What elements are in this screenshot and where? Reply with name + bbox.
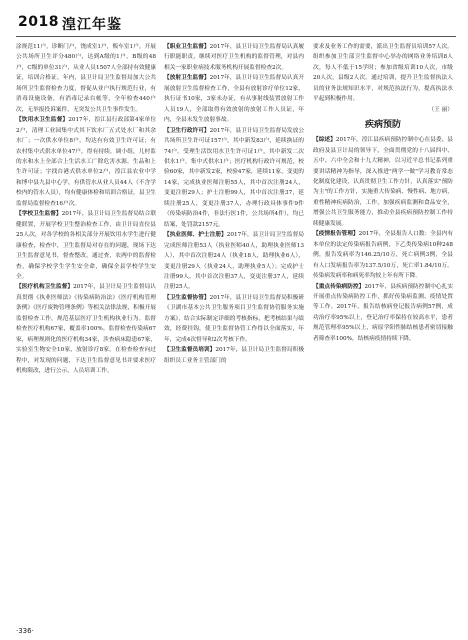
paragraph: 【饮用水卫生监督】2017年，湟江县行政部第4家单位2户，清理工业园集中式其下饮水厂五式处水厂和其余水厂；一次供水单位8户，均达有有效卫生许可证；有农村集中式供水单位47户，得有持续。调小组，儿村监的水和水上全部合上生活水工广除危害水源。生品和上生许可证；字找台港式供水单位2户，湟江县农业中学和博中县九县中心学，有供管水从业人员44人（不含学校内的管水人员），均有健康体检和培训合格证。县卫生监督局监督检查16户次。 [16,117,156,207]
yearbook-year: 2018 [18,14,59,30]
page-number: ·336· [16,627,34,635]
paragraph: 【重点传染病防控】2017年，县疾病预防控制中心扎实开展重点传染病防控工作，抓好传染病监测、疫情处置等工作。2017年，报告结核病登记报告病例57例，成功治疗率95%以上，登记治疗率保持在较高水平，患者规范管理率95%以上，病原学阳性肺结核患者密切接触者筛查率100%，结核病疫情持续下降。 [313,283,453,342]
section-heading: 【学校卫生监督】 [16,211,62,218]
section-heading: 【卫生监督员培训】 [164,347,216,354]
paragraph: 【综述】2017年，湟江县疾病预防控制中心在县委、县政府及县卫计局的领导下，全面贯彻党的十八届四中、五中、六中全会和十九大精神，以习近平总书记系列重要讲话精神为指导，深入推进"两学一做"学习教育常态化制度化建设，认真贯彻卫生工作方针，认真落实"预防为主"的工作方针，实施重大传染病、慢性病、地方病，重性精神疾病防治，工作，加强疾病监测和食品安全，增强公共卫生服务能力，推动全县疾病预防控制工作持续健康发展。 [313,137,453,227]
section-heading: 【卫生监督协管】 [164,294,210,301]
yearbook-title: 湟江年鉴 [62,17,122,33]
section-heading: 【疫情报告管理】 [313,231,359,238]
paragraph: 【放射卫生监督】2017年，县卫计局卫生监督局认真开展放射卫生监督检查工作，全县有放射诊疗单位12家，执行证书10家，3家未办证，有从事射线装置放射工作人员19人，全部取得有效放射的放射工作人员证，年内，全县未发生放射事故。 [164,75,304,124]
header-divider [16,36,456,37]
section-title: 疾病预防 [364,120,401,131]
text-column-1 [16,42,156,622]
section-heading: 【执业医师、护士注册】 [164,232,227,239]
paragraph: 【医疗机构卫生监督】2017年，县卫计局卫生监督局认真贯彻《执业医师法》《传染病防治法》《医疗机构管理条例》《医疗废物管理条例》等相关法律法规，积极开展监督检查工作，规范基层医疗卫生机构执业行为。监督检查医疗机构67家，覆盖率100%。监督检查传染病67家，病理规则化的医疗机构34家，涉查病床隐患67家，实验室生物安全10家，放射诊疗8家。在检查检查向过程中，对发现的问题，下达卫生监督意见书并要求医疗机构限改，进行公示，人员培训工作。 [16,284,156,375]
paragraph: 要求及业务工作的需要，派出卫生监督员培训57人次。组织参加卫生部卫生监督中心举办的网络业务培训8人次，每人不低于15学时；参加省级培训10人次，市级20人次，县级2人次。通过培训，提升卫生监督执法人员的业务法规知识水平，对规范执法行为，提高执法水平起到积极作用。 [313,44,453,103]
author-signature: （王 丽） [428,106,453,113]
text-column-3 [313,42,453,622]
paragraph: 【疫情报告管理】2017年，全县报告人口数：全县内有本单位的法定传染病报告病例，下乙类传染病10种248例，报告发病率为146.25/10万，死亡病例3例，全县有人口发病报告率为137.5/10万，死亡率1.84/10万。传染病发病率和病死率均较上年有所下降。 [313,231,453,280]
paragraph: 【卫生监督员培训】2017年，县卫计局卫生监督局积极组织员工业务主管部门的 [164,347,304,364]
text-column-2 [164,42,304,622]
paragraph: 【执业医师、护士注册】2017年，县卫计局卫生监督局完成医师注册53人（执业医师40人，助理执业医师13人），其中首次注册24人（执业18人，助理执业6人），变更注册29人（执业24人，助理执业5人）；完成护士注册99人，其中首次注册37人，变更注册37人，延续注册25人。 [164,232,304,291]
section-heading: 【饮用水卫生监督】 [16,117,69,124]
section-heading: 【卫生行政许可】 [164,127,210,134]
paragraph: 【卫生行政许可】2017年，县卫计局卫生监督局发放公共场所卫生许可证157户，其中新发83户，延续换证的74户。受理生活饮用水卫生许可证1户，其中新发二次供水1户，集中式供水1户；医疗机构行政许可规范，校验60家，其中新发2家，校验47家，延续11家，变更的14家，完成执业医师注册55人，其中首次注册24人，变更注册29人；护士注册99人，其中首次注册37，延续注册25人，变更注册37人，办理行政具体事件9件（传染病防治4件，非法行医1件，公共场所4件），均已结案，处罚款2157元。 [164,127,304,228]
section-heading: 【放射卫生监督】 [164,75,210,82]
section-heading: 【职业卫生监督】 [164,44,210,50]
section-heading: 【重点传染病防控】 [313,283,365,290]
paragraph: 【卫生监督协管】2017年，县卫计局卫生监督局积极研《卫湖市基本公共卫生服务项目卫生监督协管服务实施方案》，结合实际制定详细的考核指标，把考核结果与绩效，经费挂钩，使卫生监督协管工作得以全面落实，年年，完成4次督导和2次考核下作。 [164,294,304,343]
page-header [0,0,468,36]
paragraph: 【学校卫生监督】2017年，县卫计局卫生监督局结合联健联置，开展学校卫生整治检查工作，由卫计局直位县25人次，对各学校的各相关部分开展饮用水学生进行健康检查，检查中，卫生监督局对存在的问题，现场下达卫生监督意见书，督查整改。通过查，农两中的监督检查，确保学校学生学生安全命，确保全县学校学生安全。 [16,211,156,280]
section-heading: 【医疗机构卫生监督】 [16,284,74,291]
section-heading: 【综述】 [313,137,336,144]
paragraph: 涂规范11户，诊断门户，饶成室1户，贩车室1户。开展公共场所卫生评分480户，达到A级的1户，B级的48户，C级的单位31户，从业人员1507人全部持有效健康证，培训合格证。年内，县卫计局卫生监督局加大公共场所卫生监督检查力度，督促从业户执行规范行业，有消毒设施设备，有消毒记录台帐等，全年检查440户次，无举报投诉案件，无突发公共卫生事件发生。 [16,44,156,113]
paragraph: 【职业卫生监督】2017年，县卫计局卫生监督局认真履行职能职责，继续对医疗卫生机构的监督管理，对县内相关一家职业病技术服务机构开展监督检查2次。 [164,44,304,71]
